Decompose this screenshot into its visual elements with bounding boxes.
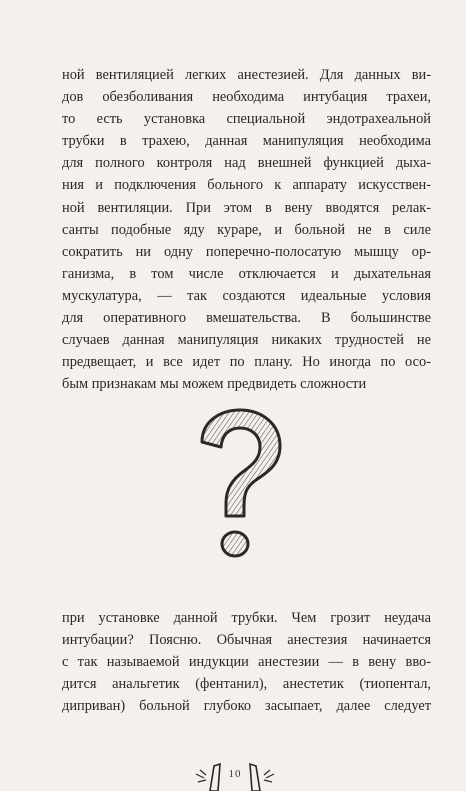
text-line: трубки в трахею, данная манипуляция необходима — [62, 133, 431, 150]
text-line: при установке данной трубки. Чем грозит неудача — [62, 610, 431, 626]
question-mark-icon — [188, 408, 288, 568]
text-line: предвещает, и все идет по плану. Но иногда по осо- — [62, 354, 431, 371]
text-line: ной вентиляции. При этом в вену вводятся релак- — [62, 199, 431, 216]
text-line: для оперативного вмешательства. В большинстве — [62, 310, 431, 327]
text-line: то есть установка специальной эндотрахеальной — [62, 111, 431, 128]
text-line: дится анальгетик (фентанил), анестетик (тиопентал, — [62, 676, 431, 693]
text-line: с так называемой индукции анестезии — в вену вво- — [62, 654, 431, 671]
text-line: санты подобные яду кураре, и больной не в силе — [62, 221, 431, 238]
body-text-bottom — [62, 607, 431, 717]
text-line: ния и подключения больного к аппарату искусствен- — [62, 177, 431, 194]
body-text-top — [62, 64, 431, 395]
text-line: ной вентиляцией легких анестезией. Для данных ви- — [62, 67, 431, 83]
text-line: ганизма, в том числе отключается и дыхательная — [62, 265, 431, 282]
text-line: мускулатура, — так создаются идеальные условия — [62, 287, 431, 304]
page-number: 10 — [228, 768, 242, 780]
question-mark-illustration — [0, 386, 466, 596]
text-line: сократить ни одну поперечно-полосатую мышцу ор- — [62, 243, 431, 260]
text-line: случаев данная манипуляция никаких трудностей не — [62, 332, 431, 349]
text-line: для полного контроля над внешней функцией дыха- — [62, 155, 431, 172]
page-footer — [180, 760, 290, 791]
text-line: бым признакам мы можем предвидеть сложности — [62, 376, 367, 393]
text-line: интубации? Поясню. Обычная анестезия начинается — [62, 632, 431, 649]
text-line: диприван) больной глубоко засыпает, далее следует — [62, 698, 431, 715]
text-line: дов обезболивания необходима интубация трахеи, — [62, 89, 431, 106]
